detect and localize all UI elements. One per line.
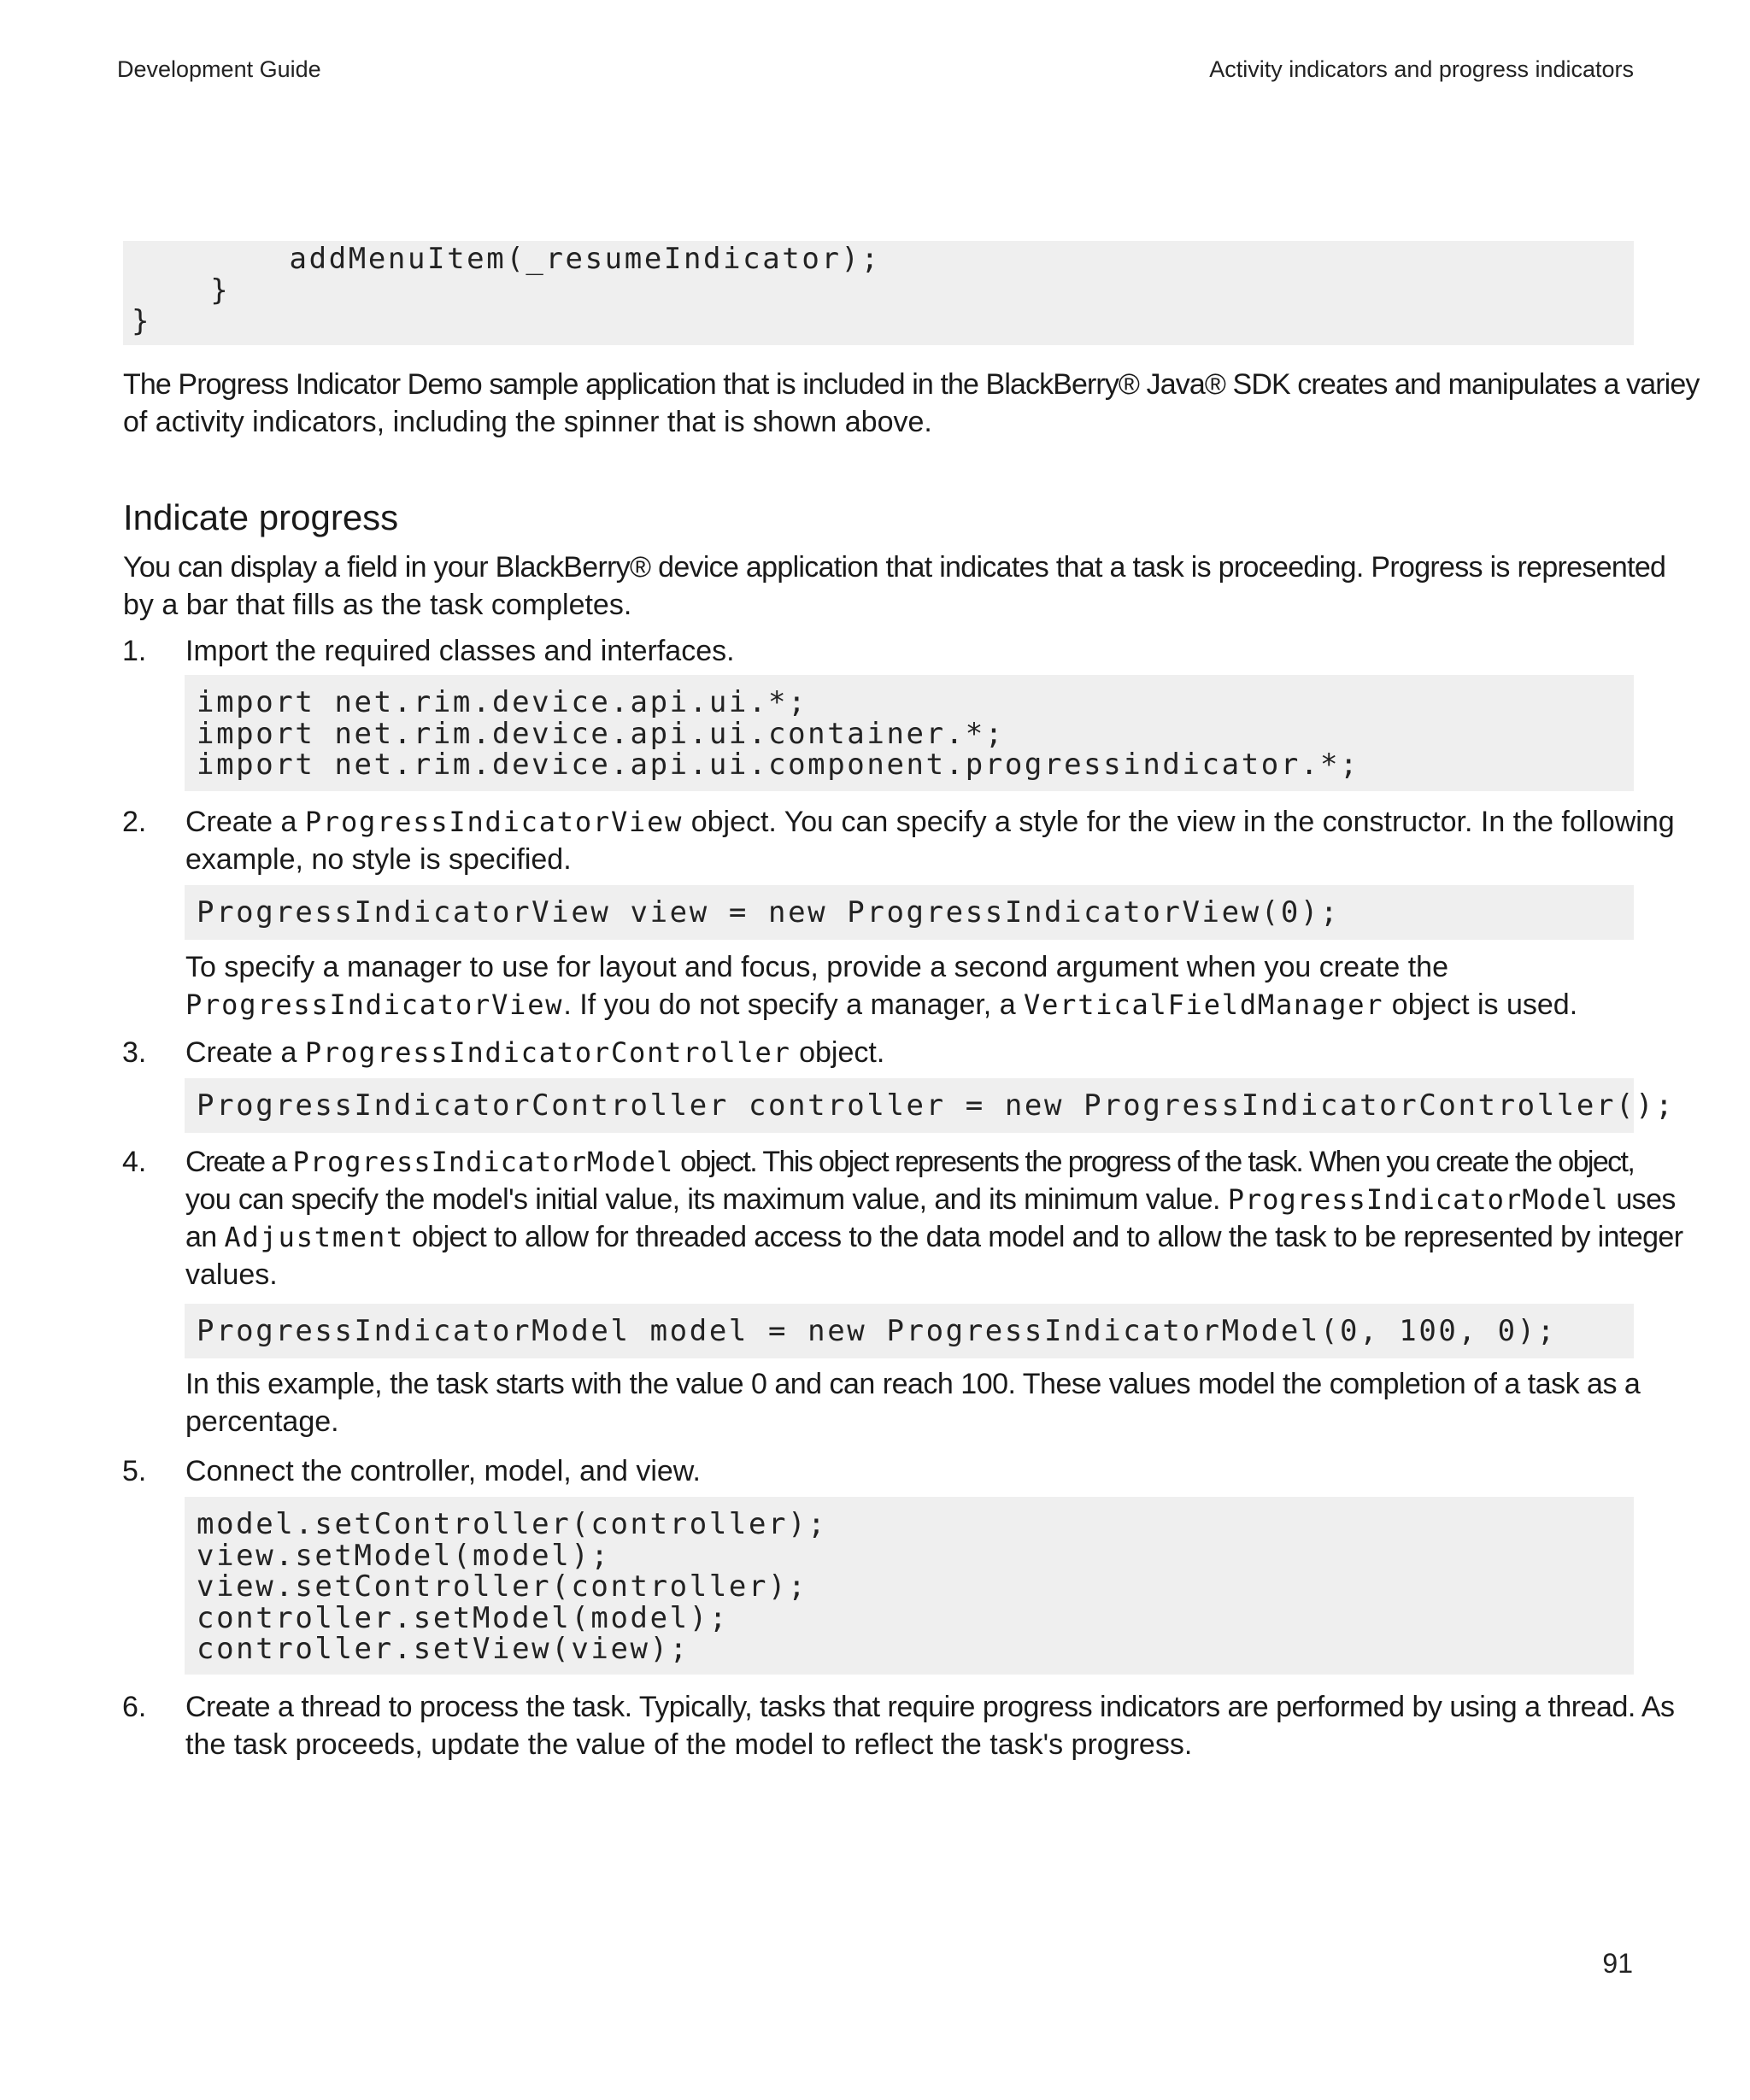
step-5-text: Connect the controller, model, and view. xyxy=(185,1455,701,1487)
code-line: view.setModel(model); xyxy=(197,1538,611,1573)
intro-line-2: of activity indicators, including the spinner that is shown above. xyxy=(123,406,932,438)
step-4-note-line-2: percentage. xyxy=(185,1405,339,1438)
code-line: } xyxy=(132,273,231,308)
code-line: } xyxy=(132,304,152,338)
code-block-model xyxy=(185,1304,1634,1358)
step-number: 5. xyxy=(122,1455,147,1487)
description-line-1: You can display a field in your BlackBerry® device application that indicates that a task is proceeding. Progress is represented xyxy=(123,551,1666,584)
step-2-line-1 xyxy=(185,803,1675,841)
code-line: ProgressIndicatorModel model = new ProgressIndicatorModel(0, 100, 0); xyxy=(197,1314,1557,1348)
intro-line-1: The Progress Indicator Demo sample application that is included in the BlackBerry® Java® SDK creates and manipulates a variey xyxy=(123,368,1700,401)
step-number: 2. xyxy=(122,806,147,838)
step-4-text xyxy=(185,1143,1683,1293)
step-6-line-1: Create a thread to process the task. Typically, tasks that require progress indicators are performed by using a thread. As xyxy=(185,1691,1675,1723)
code-line: controller.setModel(model); xyxy=(197,1600,729,1635)
step-4-line-4: values. xyxy=(185,1258,278,1291)
step-2-note-line-2 xyxy=(185,986,1638,1024)
note-text: . If you do not specify a manager, a xyxy=(563,988,1025,1021)
code-line: model.setController(controller); xyxy=(197,1507,828,1541)
step-2-note xyxy=(185,948,1638,1024)
step-number: 6. xyxy=(122,1691,147,1723)
section-description xyxy=(123,548,1666,624)
step-4-prefix: Create a xyxy=(185,1146,293,1178)
inline-code: ProgressIndicatorView xyxy=(185,988,564,1021)
step-4-line-3 xyxy=(185,1218,1683,1256)
code-line: import net.rim.device.api.ui.component.progressindicator.*; xyxy=(197,748,1360,782)
step-2-text xyxy=(185,803,1675,878)
code-line: ProgressIndicatorController controller = new ProgressIndicatorController(); xyxy=(197,1088,1676,1123)
inline-code: ProgressIndicatorModel xyxy=(1227,1183,1609,1216)
page-number: 91 xyxy=(1602,1948,1633,1979)
step-4-note-line-1: In this example, the task starts with the value 0 and can reach 100. These values model the completion of a task as a xyxy=(185,1368,1641,1400)
code-block-top xyxy=(123,241,1634,345)
inline-code: ProgressIndicatorView xyxy=(304,806,684,838)
step-4-text-part: an xyxy=(185,1221,225,1253)
step-2-suffix: object. You can specify a style for the view in the constructor. In the following xyxy=(683,806,1675,838)
section-heading: Indicate progress xyxy=(123,497,399,537)
step-number: 3. xyxy=(122,1036,147,1069)
inline-code: Adjustment xyxy=(224,1221,405,1253)
code-block-imports xyxy=(185,675,1634,791)
step-4-text-part: object to allow for threaded access to the data model and to allow the task to be represented by integer xyxy=(404,1221,1683,1253)
step-3-prefix: Create a xyxy=(185,1036,305,1069)
step-number: 4. xyxy=(122,1146,147,1178)
code-line: import net.rim.device.api.ui.container.*; xyxy=(197,716,1005,751)
step-4-line-1 xyxy=(185,1143,1638,1181)
step-4-note xyxy=(185,1365,1641,1440)
note-text: object is used. xyxy=(1383,988,1578,1021)
inline-code: ProgressIndicatorModel xyxy=(292,1146,674,1178)
code-line: ProgressIndicatorView view = new ProgressIndicatorView(0); xyxy=(197,895,1341,930)
step-2-note-line-1: To specify a manager to use for layout and focus, provide a second argument when you create the xyxy=(185,951,1448,983)
step-3-suffix: object. xyxy=(790,1036,885,1069)
step-number: 1. xyxy=(122,635,147,667)
step-6-line-2: the task proceeds, update the value of the model to reflect the task's progress. xyxy=(185,1728,1193,1761)
step-4-line-2 xyxy=(185,1181,1676,1218)
code-line: controller.setView(view); xyxy=(197,1632,690,1666)
code-line: import net.rim.device.api.ui.*; xyxy=(197,685,808,719)
header-doc-title: Development Guide xyxy=(117,56,321,82)
step-3-text xyxy=(185,1034,884,1071)
header-chapter-title: Activity indicators and progress indicators xyxy=(1209,56,1634,82)
step-4-text-part: you can specify the model's initial value, its maximum value, and its minimum value. xyxy=(185,1183,1228,1216)
intro-paragraph xyxy=(123,366,1700,441)
description-line-2: by a bar that fills as the task completes. xyxy=(123,589,632,621)
inline-code: ProgressIndicatorController xyxy=(304,1036,791,1069)
step-1-text: Import the required classes and interfaces. xyxy=(185,635,735,667)
step-4-suffix: object. This object represents the progress of the task. When you create the object, xyxy=(673,1146,1635,1178)
code-block-connect xyxy=(185,1497,1634,1675)
code-block-controller xyxy=(185,1078,1676,1133)
page-header xyxy=(117,56,1634,91)
code-block-view xyxy=(185,885,1634,940)
inline-code: VerticalFieldManager xyxy=(1024,988,1384,1021)
code-line: addMenuItem(_resumeIndicator); xyxy=(132,242,881,276)
step-2-prefix: Create a xyxy=(185,806,305,838)
step-2-line-2: example, no style is specified. xyxy=(185,843,572,876)
code-line: view.setController(controller); xyxy=(197,1569,808,1604)
step-4-text-part: uses xyxy=(1608,1183,1676,1216)
step-6-text xyxy=(185,1688,1675,1763)
